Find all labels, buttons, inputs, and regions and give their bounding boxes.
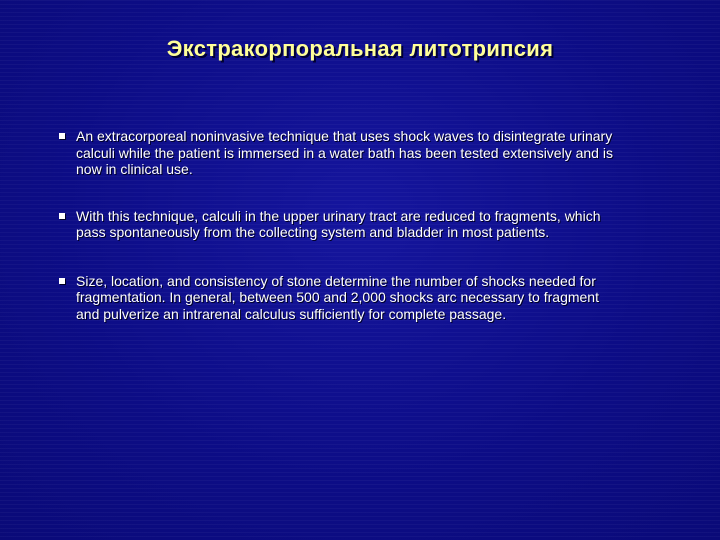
bullet-item	[58, 208, 618, 241]
bullet-item	[58, 273, 618, 323]
square-bullet-icon	[59, 213, 65, 219]
bullet-text: With this technique, calculi in the upper urinary tract are reduced to fragments, which pass spontaneously from the collecting system and bladder in most patients.	[76, 207, 601, 240]
bullet-list	[58, 128, 618, 352]
square-bullet-icon	[59, 133, 65, 139]
bullet-text: An extracorporeal noninvasive technique that uses shock waves to disintegrate urinary calculi while the patient is immersed in a water bath has been tested extensively and is now in clinical use.	[76, 128, 613, 177]
bullet-text: Size, location, and consistency of stone determine the number of shocks needed for fragmentation. In general, between 500 and 2,000 shocks arc necessary to fragment and pulverize an intrarenal calculus sufficiently for complete passage.	[76, 272, 599, 322]
square-bullet-icon	[59, 278, 65, 284]
slide-title: Экстракорпоральная литотрипсия	[166, 36, 554, 61]
bullet-item	[58, 128, 618, 178]
